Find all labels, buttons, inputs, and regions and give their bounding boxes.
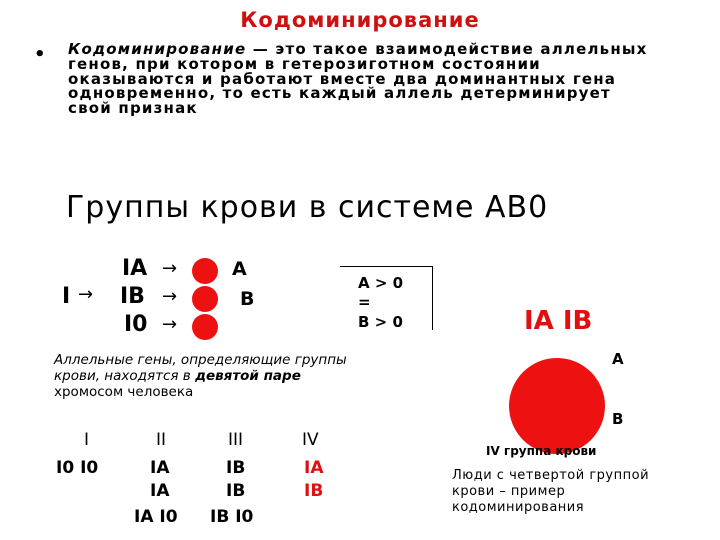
allele-i0-label: I0 (124, 312, 148, 337)
group-cell: IB I0 (210, 507, 254, 527)
red-dot-icon (192, 286, 218, 312)
definition-term: Кодоминирование (68, 40, 247, 58)
group-header-1: I (84, 430, 90, 450)
arrow-icon: → (78, 284, 94, 305)
bullet-marker: • (34, 44, 46, 65)
source-gene-label: I (62, 284, 71, 309)
group-cell: IA (150, 458, 170, 478)
comparison-line-2: = (358, 293, 371, 311)
section-heading: Группы крови в системе АВ0 (66, 190, 549, 225)
gene-note-bold: девятой паре (195, 368, 301, 384)
red-dot-icon (192, 314, 218, 340)
group-cell: IB (226, 481, 246, 501)
group-cell: IA (304, 458, 324, 478)
page-title: Кодоминирование (240, 8, 480, 32)
group-cell: I0 I0 (56, 458, 99, 478)
gene-note-italic: Аллельные гены, определяющие группы крови, находятся в (54, 352, 347, 384)
genotype-label: IA IB (524, 306, 593, 336)
definition-text (68, 42, 648, 116)
group-cell: IB (226, 458, 246, 478)
box-right-border (432, 266, 433, 330)
group-header-2: II (156, 430, 167, 450)
gene-note-plain: хромосом человека (54, 384, 194, 400)
phenotype-b-label: B (240, 288, 255, 310)
red-dot-icon (192, 258, 218, 284)
group-cell: IA (150, 481, 170, 501)
people-note: Люди с четвертой группой крови – пример кодоминирования (452, 468, 650, 515)
arrow-icon: → (162, 286, 178, 307)
circle-caption: IV группа крови (486, 444, 597, 458)
comparison-line-1: A > 0 (358, 274, 404, 292)
group-cell: IA I0 (134, 507, 178, 527)
box-top-border (340, 266, 432, 267)
allele-ib-label: IB (120, 284, 145, 309)
arrow-icon: → (162, 258, 178, 279)
gene-note (54, 352, 374, 400)
group-header-4: IV (302, 430, 319, 450)
arrow-icon: → (162, 314, 178, 335)
codominance-circle-icon (509, 358, 605, 454)
comparison-line-3: B > 0 (358, 313, 403, 331)
circle-label-a: A (612, 350, 624, 368)
circle-label-b: B (612, 410, 624, 428)
allele-ia-label: IA (122, 256, 148, 281)
group-cell: IB (304, 481, 324, 501)
phenotype-a-label: A (232, 258, 247, 280)
definition-body: — это такое взаимодействие аллельных генов, при котором в гетерозиготном состоянии оказываются и работают вместе два доминантных гена одновременно, то есть каждый аллель детерминирует свой признак (68, 40, 648, 118)
group-header-3: III (228, 430, 244, 450)
